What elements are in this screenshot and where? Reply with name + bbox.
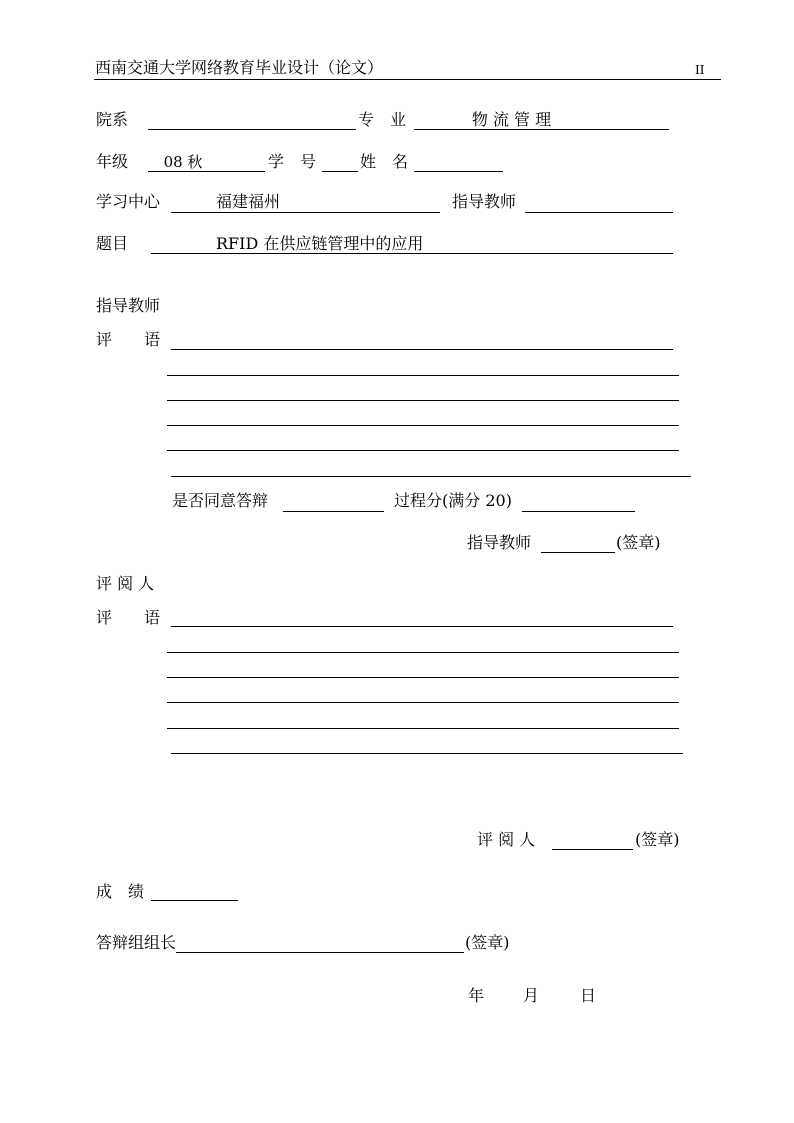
process-score-underline[interactable] bbox=[522, 511, 635, 512]
major-label: 专 业 bbox=[358, 110, 407, 129]
topic-label: 题目 bbox=[96, 234, 129, 253]
reviewer-comment-line[interactable] bbox=[167, 728, 679, 729]
process-score-label: 过程分(满分 20) bbox=[394, 491, 512, 510]
department-label: 院系 bbox=[96, 110, 129, 129]
reviewer-comment-line[interactable] bbox=[171, 753, 683, 754]
advisor-sign-label: 指导教师 bbox=[467, 533, 532, 552]
name-label: 姓 名 bbox=[360, 152, 409, 171]
advisor-comment-line[interactable] bbox=[167, 425, 679, 426]
department-underline bbox=[148, 129, 356, 130]
reviewer-section-title: 评 阅 人 bbox=[96, 574, 155, 593]
student-id-label: 学 号 bbox=[268, 152, 317, 171]
advisor-comment-line[interactable] bbox=[171, 476, 691, 477]
advisor-comment-line[interactable] bbox=[167, 375, 679, 376]
advisor-comment-line[interactable] bbox=[171, 349, 673, 350]
advisor-comment-line[interactable] bbox=[167, 450, 679, 451]
name-underline bbox=[414, 171, 503, 172]
major-underline bbox=[414, 129, 669, 130]
header-rule bbox=[94, 79, 721, 80]
center-label: 学习中心 bbox=[96, 192, 161, 211]
advisor-section-title: 指导教师 bbox=[96, 296, 161, 315]
student-id-underline bbox=[322, 171, 358, 172]
defense-leader-label: 答辩组组长 bbox=[96, 933, 177, 952]
date-day: 日 bbox=[580, 986, 597, 1005]
defense-question: 是否同意答辩 bbox=[172, 491, 269, 510]
reviewer-sign-label: 评 阅 人 bbox=[477, 830, 536, 849]
grade-value[interactable]: 08 秋 bbox=[163, 153, 203, 171]
topic-underline bbox=[151, 253, 673, 254]
defense-answer-underline[interactable] bbox=[283, 511, 384, 512]
center-underline bbox=[171, 212, 440, 213]
advisor-comment-line[interactable] bbox=[167, 400, 679, 401]
defense-leader-underline[interactable] bbox=[176, 952, 464, 953]
center-value[interactable]: 福建福州 bbox=[216, 192, 281, 211]
reviewer-comment-line[interactable] bbox=[171, 626, 673, 627]
grade-label: 年级 bbox=[96, 152, 129, 171]
page-number: II bbox=[695, 63, 705, 77]
reviewer-sign-suffix: (签章) bbox=[635, 830, 680, 849]
advisor-sign-underline[interactable] bbox=[541, 552, 615, 553]
defense-leader-sign-suffix: (签章) bbox=[465, 933, 510, 952]
final-grade-label: 成 绩 bbox=[96, 882, 145, 901]
major-value[interactable]: 物 流 管 理 bbox=[471, 110, 552, 129]
header-title: 西南交通大学网络教育毕业设计（论文） bbox=[95, 58, 384, 77]
topic-value[interactable]: RFID 在供应链管理中的应用 bbox=[216, 234, 424, 253]
date-year: 年 bbox=[468, 986, 485, 1005]
reviewer-sign-underline[interactable] bbox=[552, 849, 633, 850]
reviewer-comment-line[interactable] bbox=[167, 677, 679, 678]
date-month: 月 bbox=[523, 986, 540, 1005]
reviewer-comment-line[interactable] bbox=[167, 652, 679, 653]
reviewer-comment-label: 评 语 bbox=[96, 608, 161, 627]
final-grade-underline[interactable] bbox=[151, 900, 238, 901]
advisor-label: 指导教师 bbox=[452, 192, 517, 211]
grade-underline bbox=[148, 171, 265, 172]
advisor-comment-label: 评 语 bbox=[96, 330, 161, 349]
advisor-sign-suffix: (签章) bbox=[616, 533, 661, 552]
reviewer-comment-line[interactable] bbox=[167, 702, 679, 703]
advisor-underline bbox=[525, 212, 673, 213]
